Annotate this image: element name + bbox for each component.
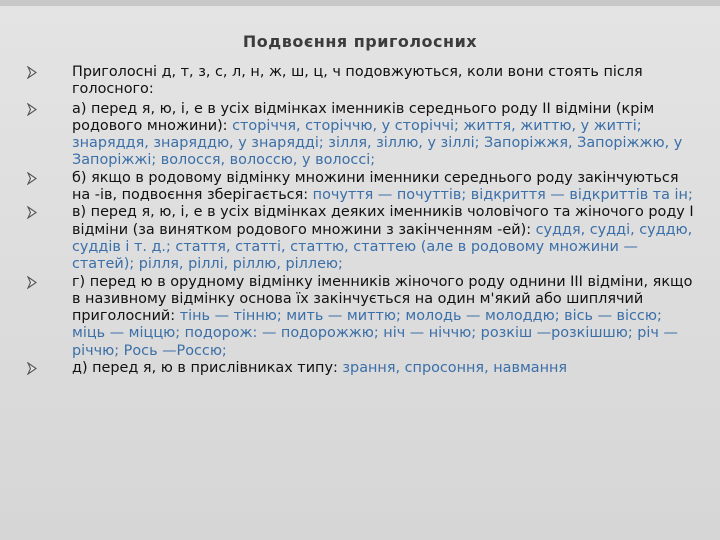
list-item-examples: сторіччя, сторіччю, у сторіччі; життя, життю, у житті; знаряддя, знаряддю, у знарядді; зілля, зіллю, у зіллі; Запоріжжя, Запоріжжю, у Запоріжжі; волосся, волоссю, у волоссі; (72, 117, 683, 169)
arrow-bullet-icon (26, 66, 38, 79)
list-item (22, 101, 698, 170)
list-item (22, 204, 698, 273)
list-item-examples: суддя, судді, суддю, суддів і т. д.; стаття, статті, статтю, статтею (але в родовому множини — статей); рілля, ріллі, ріллю, ріллею; (72, 221, 693, 273)
list-item (22, 274, 698, 360)
arrow-bullet-icon (26, 103, 38, 116)
list-item-text: а) перед я, ю, і, е в усіх відмінках іменників середнього роду ІІ відміни (крім родового множини): (72, 100, 655, 134)
arrow-bullet-icon (26, 206, 38, 219)
list-item (22, 64, 698, 99)
arrow-bullet-icon (26, 172, 38, 185)
list-item-examples: почуття — почуттів; відкриття — відкриттів та ін; (312, 187, 693, 204)
list-item-examples: тінь — тінню; мить — миттю; молодь — молоддю; вісь — віссю; міць — міццю; подорож: — подорожжю; ніч — ніччю; розкіш —розкішшю; річ —річчю; Рось —Россю; (72, 308, 678, 359)
list-item-text: б) якщо в родовому відмінку множини іменники середнього роду закінчуються на -ів, подвоєння зберігається: (72, 169, 679, 204)
list-item-examples: зрання, спросоння, навмання (342, 360, 568, 377)
arrow-bullet-icon (26, 362, 38, 375)
list-item-text: д) перед я, ю в прислівниках типу: (72, 360, 343, 377)
arrow-bullet-icon (26, 276, 38, 289)
bullet-list (22, 64, 698, 377)
list-item (22, 360, 698, 377)
list-item-text: в) перед я, ю, і, е в усіх відмінках деяких іменників чоловічого та жіночого роду І відміни (за винятком родового множини з закінченням -ей): (72, 204, 694, 238)
list-item-text: Приголосні д, т, з, с, л, н, ж, ш, ц, ч подовжуються, коли вони стоять після голосного: (72, 64, 643, 98)
list-item (22, 170, 698, 205)
page-title: Подвоєння приголосних (242, 32, 478, 51)
list-item-text: г) перед ю в орудному відмінку іменників жіночого роду однини ІІІ відміни, якщо в називному відмінку основа їх закінчується на один м'який або шиплячий приголосний: (72, 273, 693, 325)
